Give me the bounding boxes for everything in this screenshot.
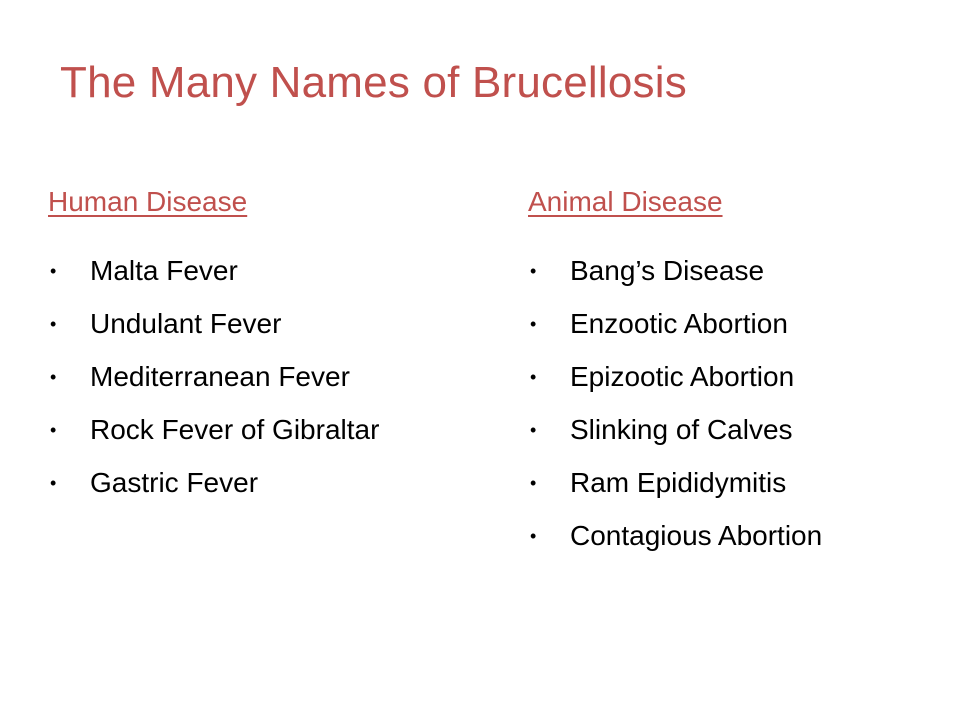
bullet-icon: • <box>530 419 537 440</box>
list-item <box>528 350 948 403</box>
bullet-icon: • <box>530 472 537 493</box>
list-item <box>528 297 948 350</box>
bullet-icon: • <box>530 313 537 334</box>
list-item <box>48 297 468 350</box>
list-item-text: Bang’s Disease <box>570 254 765 286</box>
bullet-icon: • <box>50 472 57 493</box>
list-item-text: Rock Fever of Gibraltar <box>90 413 380 445</box>
bullet-icon: • <box>530 260 537 281</box>
human-disease-heading: Human Disease <box>48 186 248 217</box>
list-item <box>528 509 948 562</box>
list-item-text: Undulant Fever <box>90 307 282 339</box>
animal-disease-heading: Animal Disease <box>528 186 723 217</box>
list-item <box>528 403 948 456</box>
list-item-text: Slinking of Calves <box>570 413 793 445</box>
bullet-icon: • <box>50 313 57 334</box>
list-item <box>48 350 468 403</box>
bullet-icon: • <box>530 366 537 387</box>
list-item-text: Gastric Fever <box>90 466 259 498</box>
bullet-icon: • <box>50 419 57 440</box>
list-item-text: Malta Fever <box>90 254 238 286</box>
list-item-text: Mediterranean Fever <box>90 360 350 392</box>
list-item <box>48 403 468 456</box>
human-disease-column <box>48 186 468 509</box>
human-disease-list <box>48 244 468 509</box>
list-item-text: Enzootic Abortion <box>570 307 788 339</box>
list-item <box>528 456 948 509</box>
list-item <box>48 244 468 297</box>
animal-disease-column <box>528 186 948 562</box>
list-item <box>528 244 948 297</box>
slide-title: The Many Names of Brucellosis <box>60 58 687 107</box>
animal-disease-list <box>528 244 948 562</box>
list-item-text: Ram Epididymitis <box>570 466 787 498</box>
list-item-text: Epizootic Abortion <box>570 360 795 392</box>
bullet-icon: • <box>530 525 537 546</box>
bullet-icon: • <box>50 260 57 281</box>
list-item <box>48 456 468 509</box>
list-item-text: Contagious Abortion <box>570 519 823 551</box>
bullet-icon: • <box>50 366 57 387</box>
